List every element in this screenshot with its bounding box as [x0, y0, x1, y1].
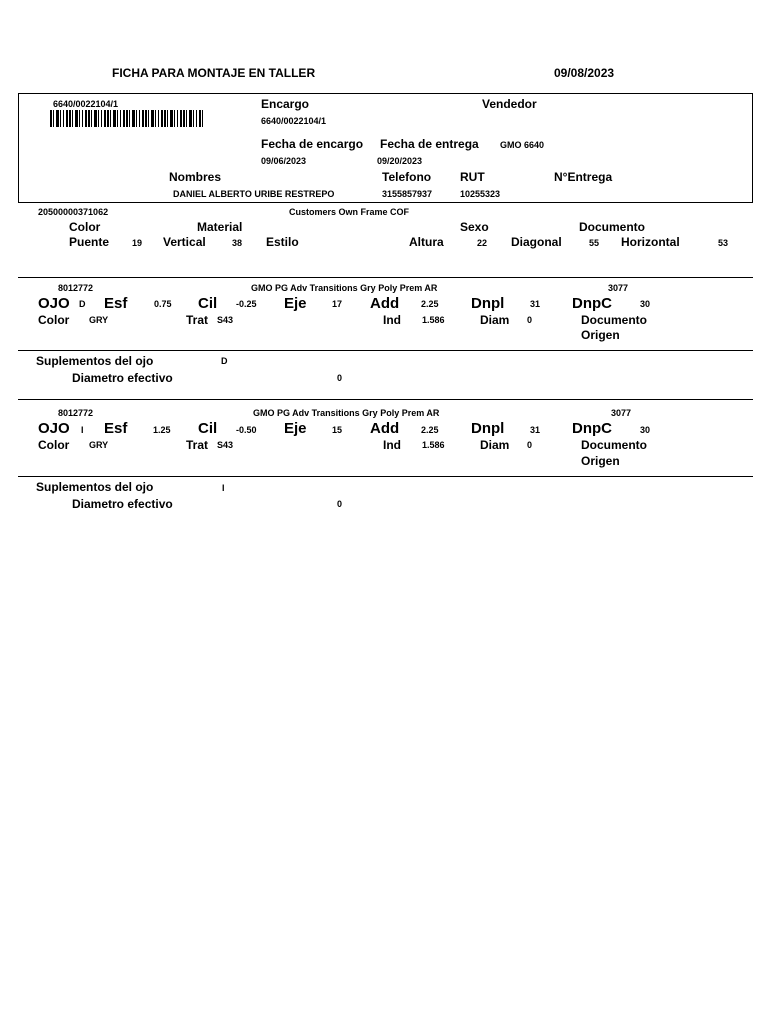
estilo-label: Estilo: [266, 235, 299, 249]
vendedor-label: Vendedor: [482, 97, 537, 111]
frame-color-label: Color: [69, 220, 101, 234]
nombres-label: Nombres: [169, 170, 222, 184]
dnpc-value: 30: [640, 425, 651, 435]
trat-label: Trat: [186, 438, 209, 452]
add-label: Add: [370, 295, 400, 312]
lens-documento-label: Documento: [581, 438, 647, 452]
gmo-code: GMO 6640: [500, 140, 545, 150]
dnpc-value: 30: [640, 299, 651, 309]
horizontal-label: Horizontal: [621, 235, 680, 249]
print-date: 09/08/2023: [554, 66, 615, 80]
esf-value: 0.75: [154, 299, 172, 309]
trat-value: S43: [217, 440, 234, 450]
telefono-label: Telefono: [382, 170, 432, 184]
cil-label: Cil: [198, 420, 218, 437]
lens-color-label: Color: [38, 438, 70, 452]
divider: [18, 277, 753, 278]
esf-label: Esf: [104, 420, 128, 437]
puente-value: 19: [132, 238, 143, 248]
fecha-encargo-value: 09/06/2023: [261, 156, 307, 166]
ind-value: 1.586: [422, 440, 445, 450]
frame-description: Customers Own Frame COF: [289, 207, 410, 217]
suplementos-label: Suplementos del ojo: [36, 354, 154, 368]
nombres-value: DANIEL ALBERTO URIBE RESTREPO: [173, 189, 335, 199]
lens-origen-label: Origen: [581, 328, 620, 342]
esf-label: Esf: [104, 295, 128, 312]
divider: [18, 399, 753, 400]
trat-label: Trat: [186, 313, 209, 327]
diagonal-label: Diagonal: [511, 235, 562, 249]
diametro-efectivo-value: 0: [337, 499, 343, 509]
cil-value: -0.25: [236, 299, 257, 309]
cil-value: -0.50: [236, 425, 257, 435]
lens-color-value: GRY: [89, 440, 109, 450]
ind-value: 1.586: [422, 315, 445, 325]
lens-code: 8012772: [58, 283, 94, 293]
fecha-encargo-label: Fecha de encargo: [261, 137, 364, 151]
lens-color-label: Color: [38, 313, 70, 327]
ojo-label: OJO: [38, 295, 70, 312]
ojo-value: D: [79, 299, 86, 309]
diametro-efectivo-label: Diametro efectivo: [72, 497, 173, 511]
ind-label: Ind: [383, 438, 401, 452]
horizontal-value: 53: [718, 238, 729, 248]
frame-sexo-label: Sexo: [460, 220, 489, 234]
lens-description: GMO PG Adv Transitions Gry Poly Prem AR: [251, 283, 438, 293]
diametro-efectivo-value: 0: [337, 373, 343, 383]
dnpc-label: DnpC: [572, 420, 612, 437]
lens-origen-label: Origen: [581, 454, 620, 468]
rut-label: RUT: [460, 170, 485, 184]
diam-value: 0: [527, 315, 533, 325]
lens-ref: 3077: [611, 408, 632, 418]
telefono-value: 3155857937: [382, 189, 433, 199]
suplementos-value: D: [221, 356, 228, 366]
diam-label: Diam: [480, 313, 510, 327]
n-entrega-label: N°Entrega: [554, 170, 613, 184]
frame-material-label: Material: [197, 220, 243, 234]
dnpl-value: 31: [530, 425, 541, 435]
barcode-image: [50, 110, 203, 127]
trat-value: S43: [217, 315, 234, 325]
eje-value: 17: [332, 299, 343, 309]
vertical-value: 38: [232, 238, 243, 248]
lens-color-value: GRY: [89, 315, 109, 325]
ind-label: Ind: [383, 313, 401, 327]
altura-value: 22: [477, 238, 488, 248]
suplementos-label: Suplementos del ojo: [36, 480, 154, 494]
suplementos-value: I: [222, 483, 225, 493]
puente-label: Puente: [69, 235, 110, 249]
diam-value: 0: [527, 440, 533, 450]
ojo-value: I: [81, 425, 84, 435]
divider: [18, 476, 753, 477]
dnpl-value: 31: [530, 299, 541, 309]
rut-value: 10255323: [460, 189, 501, 199]
page-title: FICHA PARA MONTAJE EN TALLER: [112, 66, 316, 80]
lens-documento-label: Documento: [581, 313, 647, 327]
lens-code: 8012772: [58, 408, 94, 418]
frame-documento-label: Documento: [579, 220, 645, 234]
lens-description: GMO PG Adv Transitions Gry Poly Prem AR: [253, 408, 440, 418]
diam-label: Diam: [480, 438, 510, 452]
ojo-label: OJO: [38, 420, 70, 437]
altura-label: Altura: [409, 235, 444, 249]
encargo-value: 6640/0022104/1: [261, 116, 327, 126]
eje-label: Eje: [284, 295, 307, 312]
cil-label: Cil: [198, 295, 218, 312]
dnpc-label: DnpC: [572, 295, 612, 312]
fecha-entrega-label: Fecha de entrega: [380, 137, 479, 151]
lens-ref: 3077: [608, 283, 629, 293]
divider: [18, 350, 753, 351]
frame-code: 20500000371062: [38, 207, 109, 217]
eje-label: Eje: [284, 420, 307, 437]
add-value: 2.25: [421, 299, 439, 309]
add-value: 2.25: [421, 425, 439, 435]
dnpl-label: Dnpl: [471, 295, 505, 312]
eje-value: 15: [332, 425, 343, 435]
diametro-efectivo-label: Diametro efectivo: [72, 371, 173, 385]
dnpl-label: Dnpl: [471, 420, 505, 437]
vertical-label: Vertical: [163, 235, 206, 249]
esf-value: 1.25: [153, 425, 171, 435]
fecha-entrega-value: 09/20/2023: [377, 156, 423, 166]
barcode-text: 6640/0022104/1: [53, 99, 119, 109]
diagonal-value: 55: [589, 238, 600, 248]
add-label: Add: [370, 420, 400, 437]
encargo-label: Encargo: [261, 97, 310, 111]
